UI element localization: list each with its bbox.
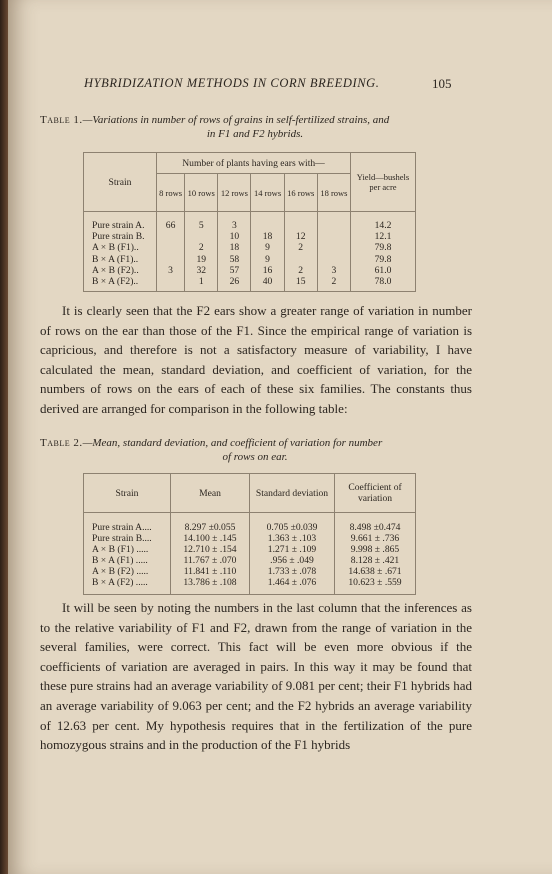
- table2: [83, 473, 416, 595]
- table2-cell-cv: 9.998 ± .865: [335, 544, 416, 555]
- table1-title-line2: in F1 and F2 hybrids.: [206, 128, 304, 140]
- table1-cell-strain: Pure strain A.: [84, 212, 157, 232]
- table1-header-10rows: 10 rows: [185, 174, 218, 212]
- page-number: 105: [432, 76, 452, 91]
- table1-header-yield: Yield—bushels per acre: [351, 153, 416, 212]
- table1: [83, 152, 416, 292]
- table-row: [84, 566, 416, 577]
- table1-cell: 40: [251, 276, 284, 292]
- table2-cell-strain: Pure strain B....: [84, 533, 171, 544]
- table1-cell: [284, 212, 317, 232]
- table2-cell-sd: .956 ± .049: [250, 555, 335, 566]
- table1-cell-strain: A × B (F1)..: [84, 242, 157, 253]
- table1-header-14rows: 14 rows: [251, 174, 284, 212]
- table-row: [84, 212, 416, 232]
- table1-cell: 19: [185, 254, 218, 265]
- table1-cell: 66: [157, 212, 185, 232]
- table1-header-group: Number of plants having ears with—: [157, 153, 351, 174]
- table2-caption: [40, 436, 470, 464]
- table1-cell: 9: [251, 242, 284, 253]
- table1-cell: 2: [185, 242, 218, 253]
- book-edge: [0, 0, 8, 874]
- table2-header-cv: Coefficient of variation: [335, 474, 416, 513]
- table-row: [84, 544, 416, 555]
- table2-cell-cv: 8.498 ±0.474: [335, 513, 416, 534]
- table2-cell-mean: 12.710 ± .154: [171, 544, 250, 555]
- table1-header-12rows: 12 rows: [218, 174, 251, 212]
- table1-cell: 9: [251, 254, 284, 265]
- table1-cell: 2: [284, 265, 317, 276]
- table1-cell: [185, 231, 218, 242]
- table2-cell-sd: 1.464 ± .076: [250, 577, 335, 595]
- running-header: HYBRIDIZATION METHODS IN CORN BREEDING.: [84, 76, 380, 90]
- table1-cell-yield: 12.1: [351, 231, 416, 242]
- table1-cell: 18: [251, 231, 284, 242]
- table1-title: —Variations in number of rows of grains in self-fertilized strains, and: [82, 114, 390, 126]
- table2-header-sd: Standard deviation: [250, 474, 335, 513]
- table1-cell-yield: 14.2: [351, 212, 416, 232]
- table2-label: Table 2.: [40, 437, 83, 449]
- table2-cell-cv: 14.638 ± .671: [335, 566, 416, 577]
- table1-cell-strain: B × A (F1)..: [84, 254, 157, 265]
- table2-cell-strain: A × B (F1) .....: [84, 544, 171, 555]
- table1-cell: 3: [157, 265, 185, 276]
- table2-cell-sd: 1.733 ± .078: [250, 566, 335, 577]
- table-row: [84, 265, 416, 276]
- table1-cell: [317, 242, 350, 253]
- table-row: [84, 231, 416, 242]
- table-row: [84, 533, 416, 544]
- table1-cell: 2: [317, 276, 350, 292]
- table1-cell: 12: [284, 231, 317, 242]
- table2-cell-cv: 10.623 ± .559: [335, 577, 416, 595]
- table1-cell: 10: [218, 231, 251, 242]
- table2-cell-sd: 1.271 ± .109: [250, 544, 335, 555]
- table2-cell-cv: 8.128 ± .421: [335, 555, 416, 566]
- table1-cell: [251, 212, 284, 232]
- table2-title-line2: of rows on ear.: [222, 451, 288, 463]
- table2-cell-mean: 11.841 ± .110: [171, 566, 250, 577]
- table1-cell: [317, 231, 350, 242]
- table2-header-mean: Mean: [171, 474, 250, 513]
- table1-header-18rows: 18 rows: [317, 174, 350, 212]
- table1-cell-strain: Pure strain B.: [84, 231, 157, 242]
- paragraph-1: It is clearly seen that the F2 ears show a greater range of variation in number of rows on the ear than those of the F1. Since the empirical range of variation is capricious, and therefore is not a satisfactory measure of variability, I have calculated the mean, standard deviation, and coefficient of variation, for the numbers of rows on the ears of each of these six families. The constants thus derived are arranged for comparison in the following table:: [40, 303, 472, 416]
- table1-cell: 15: [284, 276, 317, 292]
- table1-cell: 5: [185, 212, 218, 232]
- table1-cell: [157, 276, 185, 292]
- table1-header-8rows: 8 rows: [157, 174, 185, 212]
- table1-cell: 1: [185, 276, 218, 292]
- table1-header-strain: Strain: [84, 153, 157, 212]
- table1-cell-yield: 79.8: [351, 242, 416, 253]
- paragraph-2: It will be seen by noting the numbers in the last column that the inferences as to the relative variability of F1 and F2, drawn from the range of variation in the several families, were correct. This fact will be even more obvious if the coefficients of variation are averaged in pairs. In this way it may be found that these pure strains had an average variability of 9.081 per cent; their F1 hybrids had an average variability of 9.063 per cent; and the F2 hybrids an average variability of 12.63 per cent. My hypothesis requires that in the fertilization of the pure homozygous strains and in the production of the F1 hybrids: [40, 600, 472, 753]
- table1-cell: 26: [218, 276, 251, 292]
- table2-cell-mean: 8.297 ±0.055: [171, 513, 250, 534]
- table1-cell: [157, 231, 185, 242]
- table1-cell: 2: [284, 242, 317, 253]
- table2-cell-strain: A × B (F2) .....: [84, 566, 171, 577]
- table-row: [84, 513, 416, 534]
- table2-cell-sd: 0.705 ±0.039: [250, 513, 335, 534]
- table1-label: Table 1.: [40, 114, 83, 126]
- table1-cell-yield: 79.8: [351, 254, 416, 265]
- table1-cell: 18: [218, 242, 251, 253]
- table1-cell-strain: B × A (F2)..: [84, 276, 157, 292]
- table2-cell-strain: B × A (F1) .....: [84, 555, 171, 566]
- table-row: [84, 577, 416, 595]
- table1-cell: [284, 254, 317, 265]
- table1-cell: 32: [185, 265, 218, 276]
- table2-cell-mean: 13.786 ± .108: [171, 577, 250, 595]
- table2-cell-strain: B × A (F2) .....: [84, 577, 171, 595]
- table1-cell: 3: [317, 265, 350, 276]
- table2-cell-mean: 14.100 ± .145: [171, 533, 250, 544]
- table2-cell-cv: 9.661 ± .736: [335, 533, 416, 544]
- table1-cell: [317, 212, 350, 232]
- table2-title: —Mean, standard deviation, and coefficient of variation for number: [82, 437, 383, 449]
- table2-cell-strain: Pure strain A....: [84, 513, 171, 534]
- table1-header-16rows: 16 rows: [284, 174, 317, 212]
- table1-cell-yield: 61.0: [351, 265, 416, 276]
- table1-cell: 58: [218, 254, 251, 265]
- table1-cell: 16: [251, 265, 284, 276]
- table1-cell-strain: A × B (F2)..: [84, 265, 157, 276]
- table-row: [84, 555, 416, 566]
- table1-cell: [157, 242, 185, 253]
- table1-cell: 3: [218, 212, 251, 232]
- table1-cell: 57: [218, 265, 251, 276]
- table1-cell: [317, 254, 350, 265]
- table-row: [84, 254, 416, 265]
- table1-cell: [157, 254, 185, 265]
- table2-cell-sd: 1.363 ± .103: [250, 533, 335, 544]
- table-row: [84, 276, 416, 292]
- table2-header-strain: Strain: [84, 474, 171, 513]
- table-row: [84, 242, 416, 253]
- table2-cell-mean: 11.767 ± .070: [171, 555, 250, 566]
- table1-caption: [40, 113, 470, 141]
- table1-cell-yield: 78.0: [351, 276, 416, 292]
